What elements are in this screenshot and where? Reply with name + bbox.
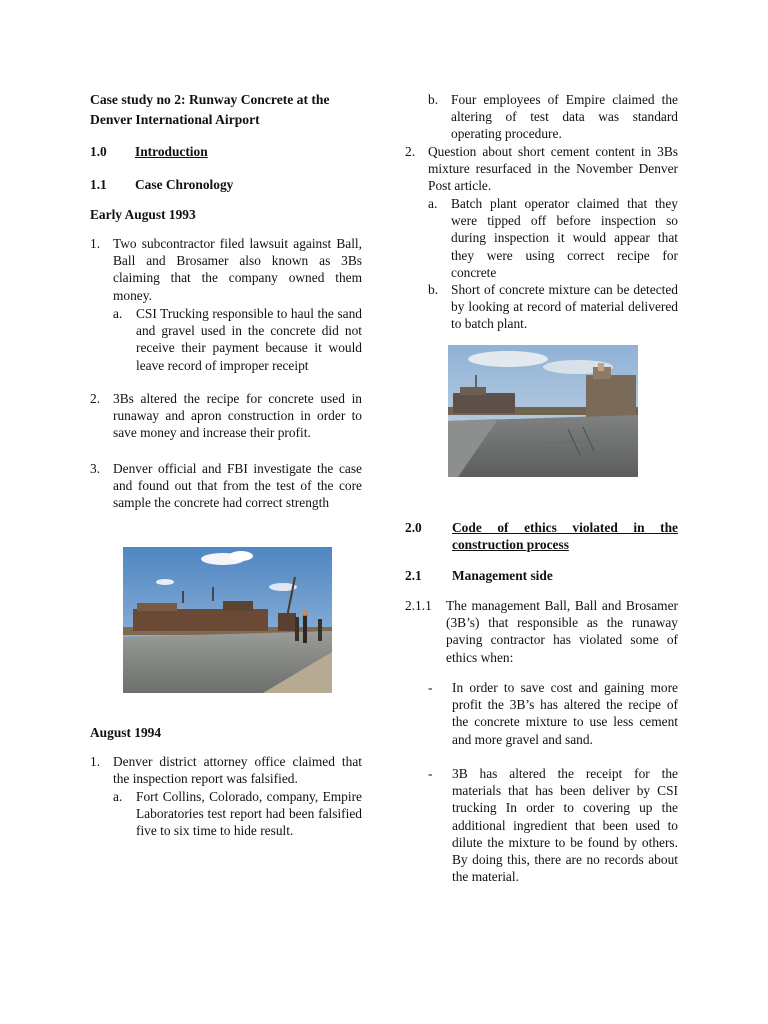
runway-paving-photo [123,547,332,693]
early-august-1993-heading: Early August 1993 [90,207,196,222]
list-number: 3. [90,461,101,476]
section-title: Introduction [135,144,208,159]
section-2-1-heading [405,567,678,584]
runway-surface-photo [448,345,638,477]
list-number: 2. [405,144,416,159]
section-1-1-heading [90,176,370,193]
doc-title-line-1: Case study no 2: Runway Concrete at the [90,92,330,107]
list-text: Two subcontractor filed lawsuit against Ball, Ball and Brosamer also known as 3Bs claiming that the company owned them money. [113,236,362,303]
list-item [90,235,362,304]
doc-title [90,90,370,130]
august-1994-heading: August 1994 [90,725,162,740]
list-text: 3Bs altered the recipe for concrete used in runaway and apron construction in order to save money and increase their profit. [113,391,362,441]
list-item [113,305,362,374]
section-1-0-heading [90,143,370,160]
list-text: CSI Trucking responsible to haul the sand and gravel used in the concrete did not receive their payment because it would leave record of improper receipt [136,306,362,373]
list-item [405,143,678,195]
list-item [428,195,678,281]
section-title: Case Chronology [135,177,234,192]
bullet-dash: - [428,766,433,781]
list-text: Four employees of Empire claimed the altering of test data was standard operating procedure. [451,92,678,142]
section-title: Code of ethics violated in the construction process [452,520,678,553]
bullet-item [428,679,678,748]
section-number: 2.0 [405,520,422,535]
list-number: 1. [90,236,101,251]
list-letter: a. [113,789,123,804]
list-text: Batch plant operator claimed that they were tipped off before inspection so during inspection it would appear that they were using correct recipe for concrete [451,196,678,280]
list-item [113,788,362,840]
subsection-2-1-1 [405,597,678,666]
section-title: Management side [452,568,553,583]
section-number: 1.0 [90,144,107,159]
bullet-dash: - [428,680,433,695]
subsection-text: The management Ball, Ball and Brosamer (3B’s) that responsible as the runaway paving contractor has violated some of ethics when: [446,598,678,665]
bullet-text: 3B has altered the receipt for the materials that has been deliver by CSI trucking In order to covering up the additional ingredient that been used to dilute the mixture to be found by others. By doing this, there are no records about the material. [452,766,678,885]
doc-title-line-2: Denver International Airport [90,112,260,127]
bullet-text: In order to save cost and gaining more profit the 3B’s has altered the recipe of the concrete mixture to use less cement and more gravel and sand. [452,680,678,747]
section-number: 1.1 [90,177,107,192]
list-item [90,753,362,787]
list-letter: b. [428,282,439,297]
subsection-number: 2.1.1 [405,598,432,613]
list-text: Question about short cement content in 3Bs mixture resurfaced in the November Denver Post article. [428,144,678,194]
list-letter: a. [428,196,438,211]
list-item [428,281,678,333]
list-letter: a. [113,306,123,321]
section-2-0-heading [405,519,678,553]
list-text: Fort Collins, Colorado, company, Empire Laboratories test report had been falsified five to six time to hide result. [136,789,362,839]
list-text: Denver official and FBI investigate the case and found out that from the test of the core sample the concrete had correct strength [113,461,362,511]
section-number: 2.1 [405,568,422,583]
list-number: 2. [90,391,101,406]
list-text: Short of concrete mixture can be detected by looking at record of material delivered to batch plant. [451,282,678,332]
list-item [90,390,362,442]
list-text: Denver district attorney office claimed that the inspection report was falsified. [113,754,362,787]
list-item [90,460,362,512]
list-letter: b. [428,92,439,107]
list-item [428,91,678,143]
list-number: 1. [90,754,101,769]
bullet-item [428,765,678,885]
